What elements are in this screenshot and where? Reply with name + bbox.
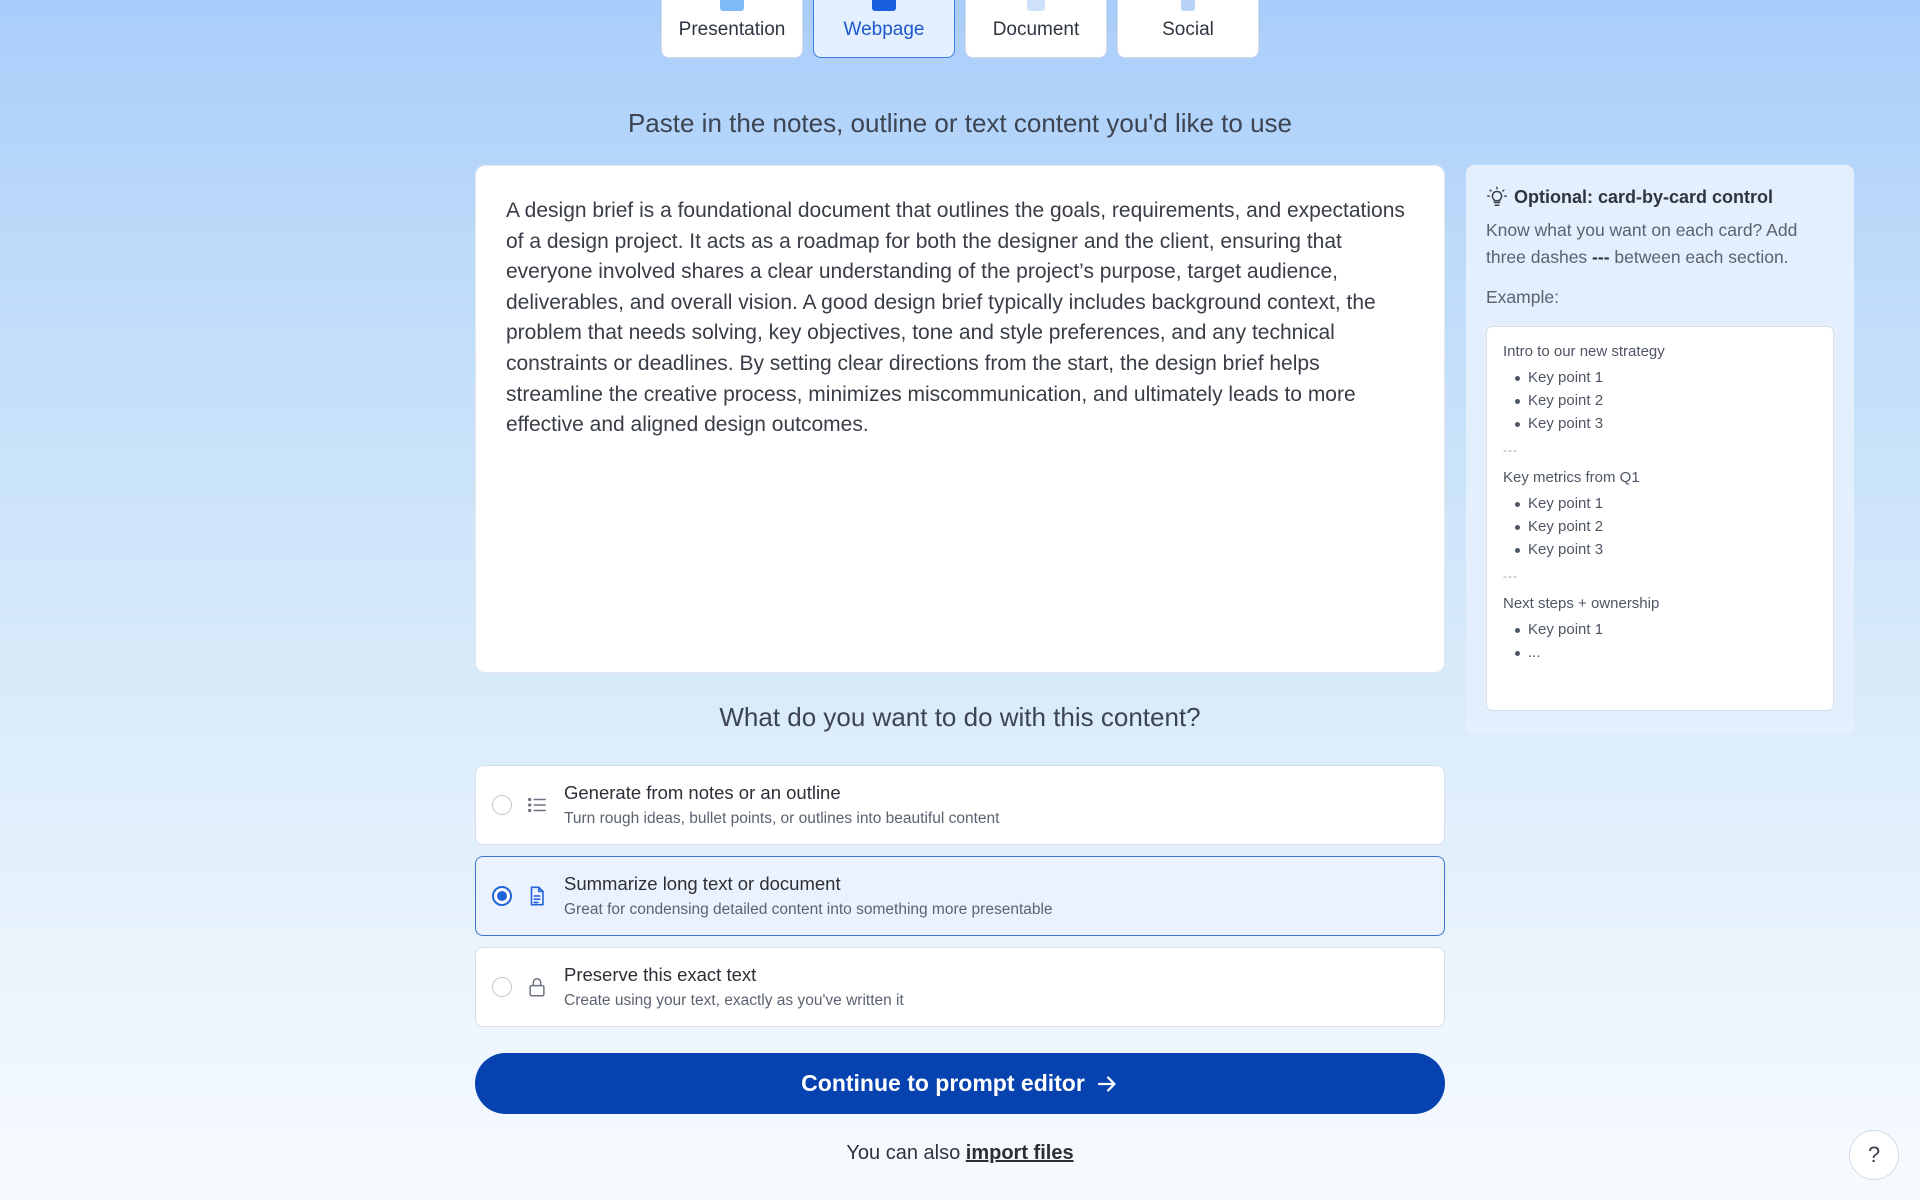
help-button[interactable]: ? xyxy=(1849,1130,1899,1180)
content-mode-options xyxy=(475,765,1445,1038)
option-text xyxy=(564,964,904,1010)
example-list xyxy=(1515,492,1817,561)
option-description: Turn rough ideas, bullet points, or outlines into beautiful content xyxy=(564,810,1000,827)
option-description: Create using your text, exactly as you've written it xyxy=(564,992,904,1009)
list-item: ... xyxy=(1515,641,1817,664)
list-item: Key point 2 xyxy=(1515,389,1817,412)
option-generate[interactable] xyxy=(475,765,1445,845)
tab-label: Social xyxy=(1162,19,1214,40)
import-prefix: You can also xyxy=(846,1142,966,1164)
option-title: Generate from notes or an outline xyxy=(564,782,841,803)
tip-text-after: between each section. xyxy=(1609,247,1789,267)
list-item: Key point 1 xyxy=(1515,366,1817,389)
tab-label: Webpage xyxy=(843,19,925,40)
list-item: Key point 3 xyxy=(1515,538,1817,561)
tab-social[interactable] xyxy=(1117,0,1259,58)
social-icon xyxy=(1181,0,1195,11)
tip-title-text: Optional: card-by-card control xyxy=(1514,186,1774,207)
content-textarea[interactable]: A design brief is a foundational document that outlines the goals, requirements, and expectations of a design project. It acts as a roadmap for both the designer and the client, ensuring that everyone involved shares a clear understanding of the project’s purpose, target audience, deliverables, and overall vision. A good design brief typically includes background context, the problem that needs solving, key objectives, tone and style preferences, and any technical constraints or deadlines. By setting clear directions from the start, the design brief helps streamline the creative process, minimizes miscommunication, and ultimately leads to more effective and aligned design outcomes. xyxy=(475,165,1445,673)
card-control-tip xyxy=(1466,165,1854,734)
option-text xyxy=(564,782,999,828)
option-title: Preserve this exact text xyxy=(564,964,757,985)
radio-button[interactable] xyxy=(492,795,512,815)
option-title: Summarize long text or document xyxy=(564,873,841,894)
document-icon xyxy=(1027,0,1045,11)
import-line xyxy=(475,1142,1445,1165)
example-section-title: Intro to our new strategy xyxy=(1503,343,1665,360)
example-separator: --- xyxy=(1503,569,1518,583)
option-preserve[interactable] xyxy=(475,947,1445,1027)
continue-button[interactable] xyxy=(475,1053,1445,1114)
list-item: Key point 1 xyxy=(1515,618,1817,641)
example-list xyxy=(1515,366,1817,435)
import-files-link[interactable]: import files xyxy=(965,1142,1074,1164)
list-item: Key point 3 xyxy=(1515,412,1817,435)
tab-label: Presentation xyxy=(678,19,786,40)
list-item: Key point 2 xyxy=(1515,515,1817,538)
webpage-icon xyxy=(872,0,896,11)
option-description: Great for condensing detailed content into something more presentable xyxy=(564,901,1053,918)
radio-button[interactable] xyxy=(492,977,512,997)
option-summarize[interactable] xyxy=(475,856,1445,936)
example-separator: --- xyxy=(1503,443,1518,457)
lightbulb-icon xyxy=(1486,186,1508,208)
tip-text-before: Know what you want on each card? Add three dashes xyxy=(1486,220,1798,267)
tip-text xyxy=(1486,217,1834,271)
format-tabs xyxy=(661,0,1259,58)
radio-button[interactable] xyxy=(492,886,512,906)
action-heading: What do you want to do with this content? xyxy=(719,702,1201,732)
document-icon xyxy=(526,885,548,907)
example-box xyxy=(1486,326,1834,711)
tab-label: Document xyxy=(992,19,1080,40)
paste-heading: Paste in the notes, outline or text content you'd like to use xyxy=(627,108,1293,138)
example-section-title: Key metrics from Q1 xyxy=(1503,469,1640,486)
continue-button-label: Continue to prompt editor xyxy=(801,1070,1085,1096)
example-label: Example: xyxy=(1486,287,1559,307)
option-text xyxy=(564,873,1053,919)
list-item: Key point 1 xyxy=(1515,492,1817,515)
presentation-icon xyxy=(720,0,744,11)
example-section-title: Next steps + ownership xyxy=(1503,595,1660,612)
tip-title xyxy=(1486,186,1834,208)
arrow-right-icon xyxy=(1095,1072,1119,1096)
tab-presentation[interactable] xyxy=(661,0,803,58)
example-list xyxy=(1515,618,1817,664)
list-icon xyxy=(526,794,548,816)
tip-dashes: --- xyxy=(1592,247,1610,267)
tab-document[interactable] xyxy=(965,0,1107,58)
lock-icon xyxy=(526,976,548,998)
tab-webpage[interactable] xyxy=(813,0,955,58)
